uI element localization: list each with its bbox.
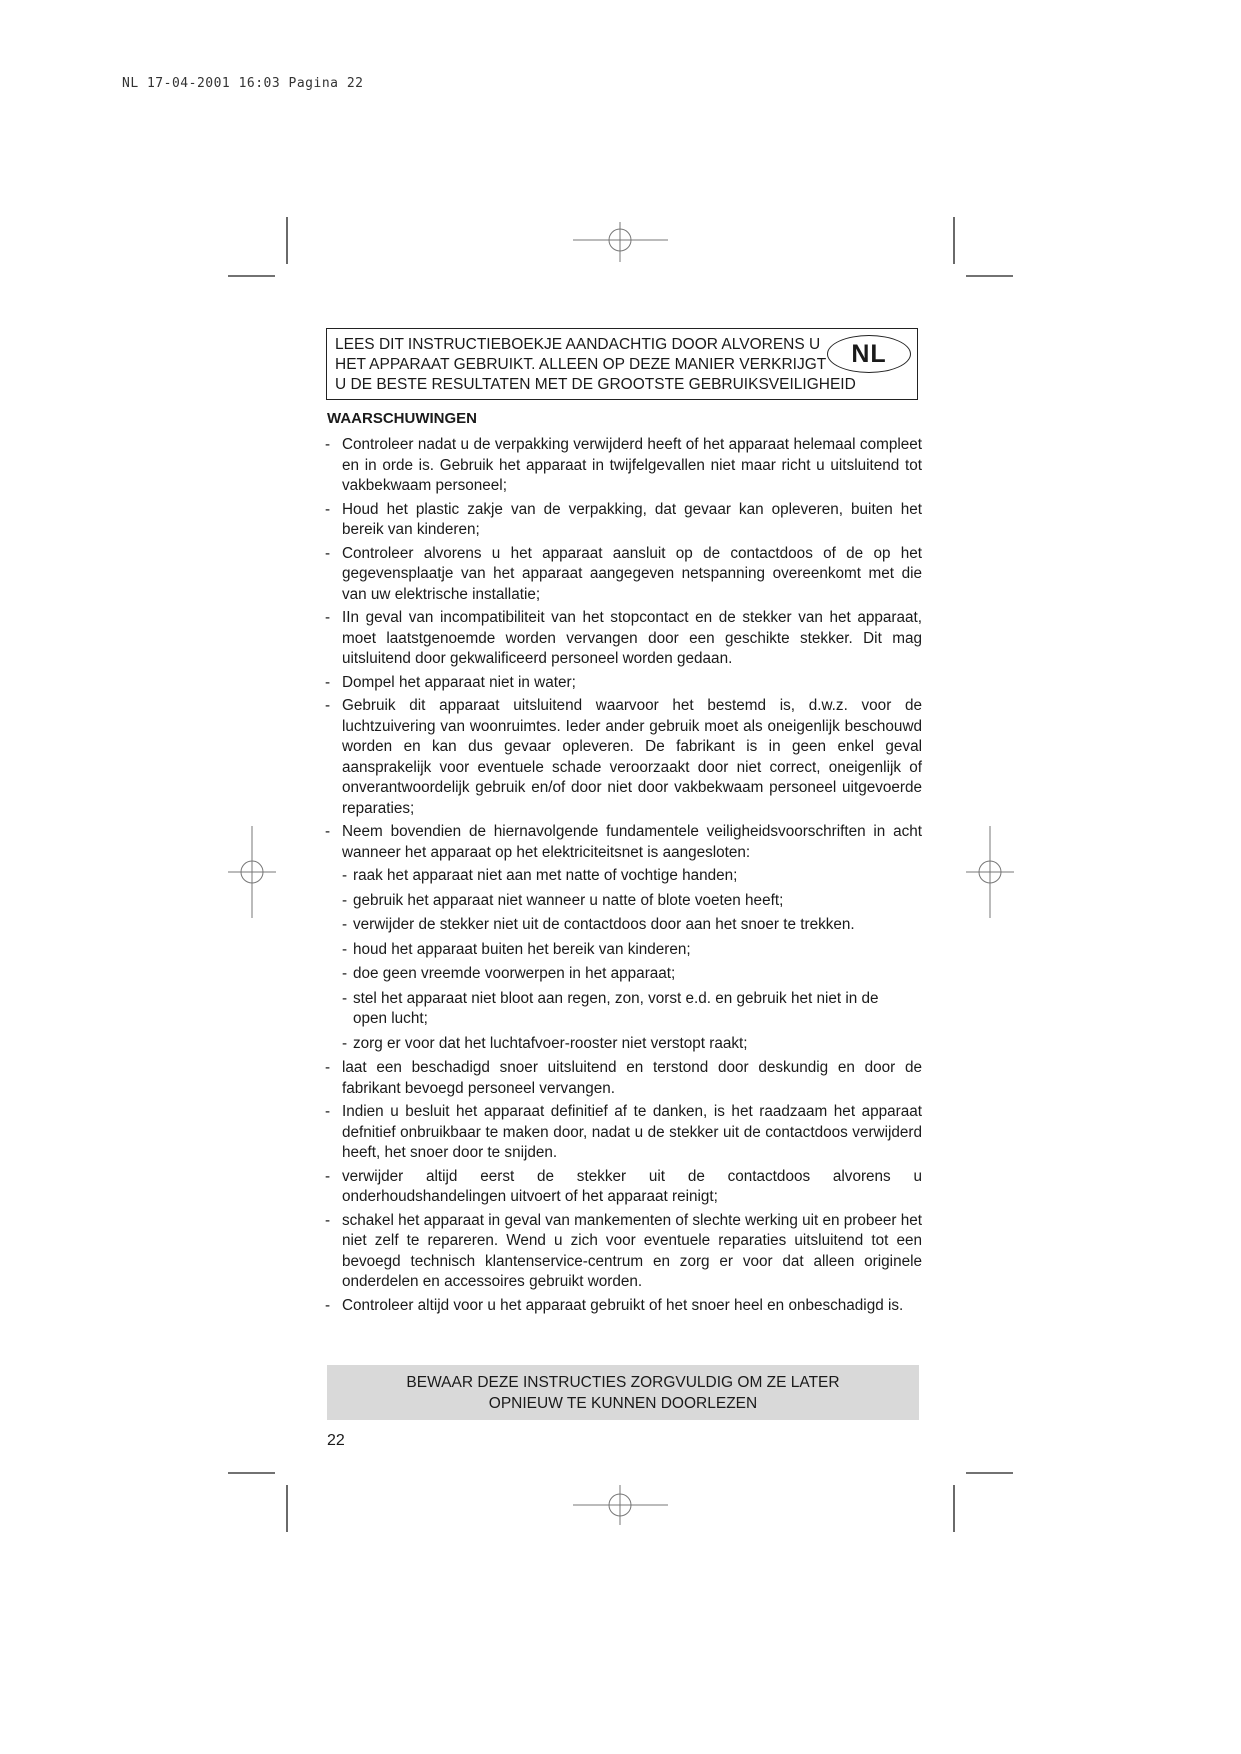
warning-item: - Neem bovendien de hiernavolgende fundamentele veiligheidsvoorschriften in acht wanneer het apparaat op het elektriciteitsnet is aangesloten: — [325, 822, 922, 863]
banner-line: BEWAAR DEZE INSTRUCTIES ZORGVULDIG OM ZE LATER — [406, 1373, 840, 1391]
safety-sub-item-text: - doe geen vreemde voorwerpen in het apparaat; — [353, 965, 676, 982]
warning-item: - verwijder altijd eerst de stekker uit de contactdoos alvorens u onderhoudshandelingen uitvoert of het apparaat reinigt; — [325, 1167, 922, 1208]
warning-item: - Indien u besluit het apparaat definitief af te danken, is het raadzaam het apparaat defnitief onbruikbaar te maken door, nadat u de stekker uit de contactdoos verwijderd heeft, het snoer door te snijden. — [325, 1102, 922, 1164]
print-slug: NL 17-04-2001 16:03 Pagina 22 — [122, 76, 364, 91]
safety-sub-item-text: - houd het apparaat buiten het bereik van kinderen; — [353, 940, 691, 958]
intro-notice-text — [335, 335, 856, 395]
warning-item: - Gebruik dit apparaat uitsluitend waarvoor het bestemd is, d.w.z. voor de luchtzuivering van woonruimtes. Ieder ander gebruik moet als oneigenlijk beschouwd worden en kan dus gevaar opleveren. De fabrikant is in geen enkel geval aansprakelijk voor eventuele schade veroorzaakt door niet correct, oneigenlijk of onverantwoordelijk gebruik en/of door niet door vakbekwaam personeel uitgevoerde reparaties; — [325, 696, 922, 819]
safety-sub-item — [325, 1034, 922, 1055]
banner-line: OPNIEUW TE KUNNEN DOORLEZEN — [488, 1394, 758, 1412]
safety-sub-item — [325, 989, 922, 1030]
warning-item: - Houd het plastic zakje van de verpakking, dat gevaar kan opleveren, buiten het bereik van kinderen; — [325, 500, 922, 541]
safety-sub-item-text: - raak het apparaat niet aan met natte of vochtige handen; — [353, 867, 738, 884]
warning-item: - Controleer alvorens u het apparaat aansluit op de contactdoos of de op het gegevensplaatje van het apparaat aangegeven netspanning overeenkomt met die van uw elektrische installatie; — [325, 544, 922, 606]
warning-item: - IIn geval van incompatibiliteit van het stopcontact en de stekker van het apparaat, moet laatstgenoemde worden vervangen door een geschikte stekker. Dit mag uitsluitend door gekwalificeerd personeel worden gedaan. — [325, 608, 922, 670]
safety-sub-item-text: - stel het apparaat niet bloot aan regen, zon, vorst e.d. en gebruik het niet in de open lucht; — [353, 989, 879, 1027]
safety-sub-item — [325, 915, 922, 936]
warning-item: - Controleer nadat u de verpakking verwijderd heeft of het apparaat helemaal compleet en in orde is. Gebruik het apparaat in twijfelgevallen niet maar richt u uitsluitend tot vakbekwaam personeel; — [325, 435, 922, 497]
page-number: 22 — [327, 1432, 345, 1449]
warning-item: - laat een beschadigd snoer uitsluitend en terstond door deskundig en door de fabrikant bevoegd personeel vervangen. — [325, 1058, 922, 1099]
intro-notice-box — [326, 328, 918, 400]
warnings-list — [325, 435, 922, 1319]
warning-item: - Dompel het apparaat niet in water; — [325, 673, 922, 694]
warning-item: - schakel het apparaat in geval van mankementen of slechte werking uit en probeer het niet zelf te repareren. Wend u zich voor eventuele reparaties uitsluitend tot een bevoegd technisch klantenservice-centrum en zorg er voor dat alleen originele onderdelen en accessoires gebruikt worden. — [325, 1211, 922, 1293]
intro-line: U DE BESTE RESULTATEN MET DE GROOTSTE GEBRUIKSVEILIGHEID — [335, 376, 856, 393]
keep-instructions-banner — [327, 1365, 919, 1420]
safety-sub-item-text: - gebruik het apparaat niet wanneer u natte of blote voeten heeft; — [353, 891, 784, 909]
safety-sub-item — [325, 866, 922, 887]
language-badge-nl: NL — [827, 335, 911, 373]
safety-sub-item — [325, 940, 922, 961]
safety-sub-item-text: - verwijder de stekker niet uit de contactdoos door aan het snoer te trekken. — [353, 916, 855, 933]
safety-sub-item-text: - zorg er voor dat het luchtafvoer-rooster niet verstopt raakt; — [353, 1034, 748, 1052]
intro-line: LEES DIT INSTRUCTIEBOEKJE AANDACHTIG DOOR ALVORENS U — [335, 336, 821, 353]
safety-sub-item — [325, 891, 922, 912]
section-title-warnings: WAARSCHUWINGEN — [327, 410, 477, 427]
intro-line: HET APPARAAT GEBRUIKT. ALLEEN OP DEZE MANIER VERKRIJGT — [335, 356, 827, 373]
safety-sub-item — [325, 964, 922, 985]
warning-item: - Controleer altijd voor u het apparaat gebruikt of het snoer heel en onbeschadigd is. — [325, 1296, 922, 1317]
